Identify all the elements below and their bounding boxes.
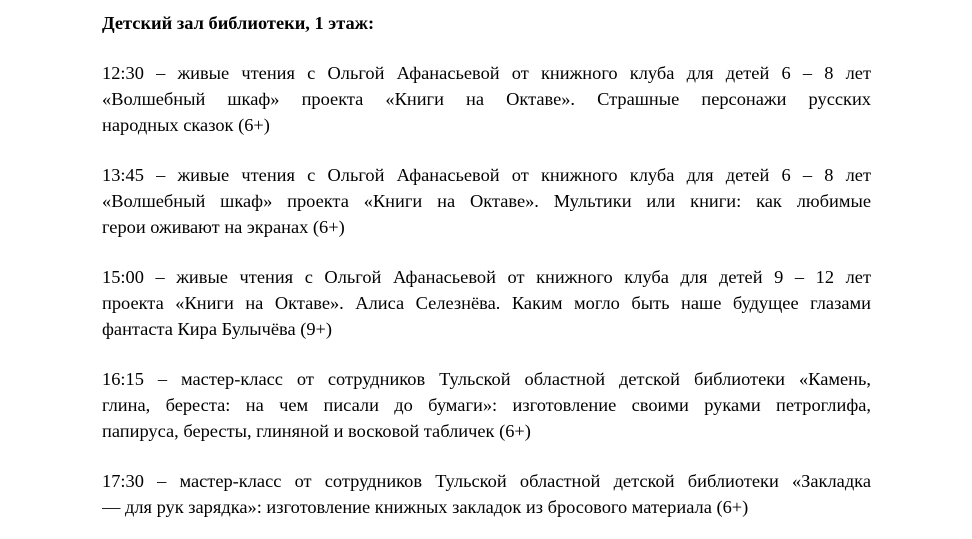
event-line: 13:45 – живые чтения с Ольгой Афанасьевой от книжного клуба для детей 6 – 8 лет: [102, 165, 871, 185]
event-line: герои оживают на экранах (6+): [102, 217, 345, 237]
event-line: «Волшебный шкаф» проекта «Книги на Октаве». Страшные персонажи русских: [102, 89, 871, 109]
event-paragraph-1230: [102, 60, 871, 138]
event-line: народных сказок (6+): [102, 115, 270, 135]
event-line: 12:30 – живые чтения с Ольгой Афанасьевой от книжного клуба для детей 6 – 8 лет: [102, 63, 871, 83]
event-line: «Волшебный шкаф» проекта «Книги на Октаве». Мультики или книги: как любимые: [102, 191, 871, 211]
event-paragraph-1345: [102, 162, 871, 240]
event-line: 16:15 – мастер-класс от сотрудников Тульской областной детской библиотеки «Камень,: [102, 369, 871, 389]
event-line: фантаста Кира Булычёва (9+): [102, 319, 333, 339]
section-heading: Детский зал библиотеки, 1 этаж:: [102, 13, 375, 33]
event-paragraph-1500: [102, 264, 871, 342]
event-line: 17:30 – мастер-класс от сотрудников Тульской областной детской библиотеки «Закладка: [102, 471, 871, 491]
event-line: папируса, бересты, глиняной и восковой табличек (6+): [102, 421, 531, 441]
event-line: глина, береста: на чем писали до бумаги»: изготовление своими руками петроглифа,: [102, 395, 871, 415]
event-paragraph-1730: [102, 468, 871, 520]
event-line: 15:00 – живые чтения с Ольгой Афанасьевой от книжного клуба для детей 9 – 12 лет: [102, 267, 871, 287]
event-paragraph-1615: [102, 366, 871, 444]
event-line: проекта «Книги на Октаве». Алиса Селезнёва. Каким могло быть наше будущее глазами: [102, 293, 871, 313]
event-line: — для рук зарядка»: изготовление книжных закладок из бросового материала (6+): [102, 497, 749, 517]
document-body: [102, 10, 871, 520]
